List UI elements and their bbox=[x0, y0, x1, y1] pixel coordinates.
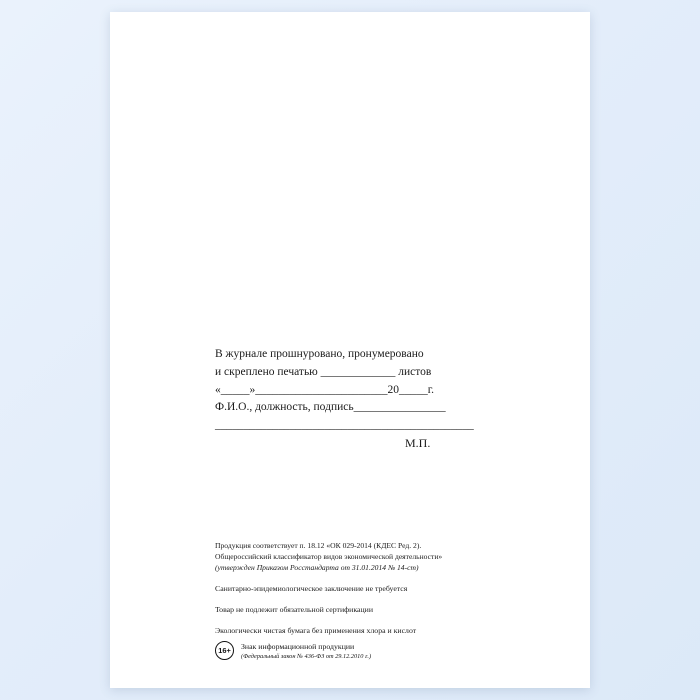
certification-date-line: «_____»_______________________20_____г. bbox=[215, 383, 435, 396]
legal-classifier-line-2: Общероссийский классификатор видов экономической деятельности» bbox=[215, 552, 443, 561]
certification-signature-line: Ф.И.О., должность, подпись________________ bbox=[215, 401, 446, 414]
certification-line-1: В журнале прошнуровано, пронумеровано bbox=[215, 348, 424, 360]
stamp-place-label: М.П. bbox=[405, 436, 431, 450]
legal-certification-note: Товар не подлежит обязательной сертификации bbox=[215, 605, 373, 614]
certification-block bbox=[215, 346, 545, 435]
legal-sanitary-note: Санитарно-эпидемиологическое заключение не требуется bbox=[215, 584, 408, 593]
legal-paragraph-classifier bbox=[215, 540, 555, 573]
document-page bbox=[110, 12, 590, 688]
age-rating-icon: 16+ bbox=[215, 641, 234, 660]
age-mark-row bbox=[215, 641, 371, 661]
certification-blank-line: _____________________________________________ bbox=[215, 419, 474, 432]
legal-classifier-line-1: Продукция соответствует п. 18.12 «ОК 029-2014 (КДЕС Ред. 2). bbox=[215, 541, 422, 550]
page-content bbox=[110, 12, 590, 688]
legal-classifier-line-3: (утвержден Приказом Росстандарта от 31.01.2014 № 14-ст) bbox=[215, 563, 419, 572]
age-mark-subtitle: (Федеральный закон № 436-ФЗ от 29.12.2010 г.) bbox=[241, 653, 372, 661]
certification-line-2: и скреплено печатью _____________ листов bbox=[215, 365, 432, 378]
age-mark-text bbox=[241, 641, 371, 661]
age-mark-title: Знак информационной продукции bbox=[241, 642, 355, 651]
legal-notices-block bbox=[215, 540, 555, 647]
legal-eco-paper-note: Экологически чистая бумага без применения хлора и кислот bbox=[215, 626, 417, 635]
